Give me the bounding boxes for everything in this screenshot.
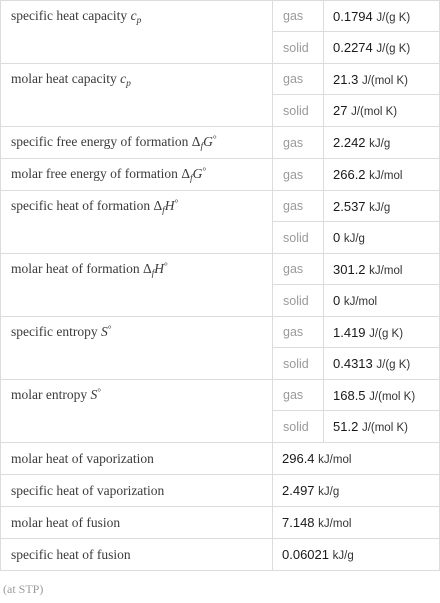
table-row <box>1 191 440 222</box>
property-name: specific entropy S° <box>1 317 273 380</box>
property-name: molar heat capacity $c_p$ <box>1 64 273 127</box>
property-value: 301.2 kJ/mol <box>324 254 440 285</box>
phase-label: solid <box>273 348 324 380</box>
property-value: 21.3 J/(mol K) <box>324 64 440 95</box>
property-name: molar heat of fusion <box>1 507 273 539</box>
table-row <box>1 127 440 159</box>
table-row <box>1 1 440 32</box>
property-value: 7.148 kJ/mol <box>273 507 440 539</box>
property-value: 0.2274 J/(g K) <box>324 32 440 64</box>
table-row <box>1 539 440 571</box>
property-value: 51.2 J/(mol K) <box>324 411 440 443</box>
table-row <box>1 159 440 191</box>
property-name: specific heat capacity $c_p$ <box>1 1 273 64</box>
property-value: 168.5 J/(mol K) <box>324 380 440 411</box>
property-value: 296.4 kJ/mol <box>273 443 440 475</box>
table-row <box>1 317 440 348</box>
phase-label: gas <box>273 317 324 348</box>
property-name: specific heat of formation $\Delta_fH^\circ$ <box>1 191 273 254</box>
property-value: 2.242 kJ/g <box>324 127 440 159</box>
table-row <box>1 443 440 475</box>
table-row <box>1 475 440 507</box>
property-value: 266.2 kJ/mol <box>324 159 440 191</box>
property-value: 0.1794 J/(g K) <box>324 1 440 32</box>
property-value: 1.419 J/(g K) <box>324 317 440 348</box>
table-row <box>1 507 440 539</box>
property-name: specific heat of fusion <box>1 539 273 571</box>
property-value: 0.4313 J/(g K) <box>324 348 440 380</box>
property-name: specific free energy of formation $\Delta_fG^\circ$ <box>1 127 273 159</box>
phase-label: gas <box>273 191 324 222</box>
phase-label: gas <box>273 159 324 191</box>
property-value: 2.537 kJ/g <box>324 191 440 222</box>
phase-label: solid <box>273 32 324 64</box>
phase-label: solid <box>273 285 324 317</box>
property-value: 2.497 kJ/g <box>273 475 440 507</box>
property-value: 0 kJ/mol <box>324 285 440 317</box>
table-row <box>1 64 440 95</box>
phase-label: gas <box>273 64 324 95</box>
property-name: molar free energy of formation $\Delta_fG^\circ$ <box>1 159 273 191</box>
phase-label: gas <box>273 127 324 159</box>
phase-label: solid <box>273 222 324 254</box>
phase-label: gas <box>273 1 324 32</box>
property-name: specific heat of vaporization <box>1 475 273 507</box>
phase-label: gas <box>273 254 324 285</box>
property-name: molar heat of formation $\Delta_fH^\circ$ <box>1 254 273 317</box>
phase-label: solid <box>273 411 324 443</box>
table-row <box>1 254 440 285</box>
phase-label: solid <box>273 95 324 127</box>
footnote: (at STP) <box>3 582 44 596</box>
property-value: 0.06021 kJ/g <box>273 539 440 571</box>
phase-label: gas <box>273 380 324 411</box>
property-value: 27 J/(mol K) <box>324 95 440 127</box>
property-value: 0 kJ/g <box>324 222 440 254</box>
property-name: molar heat of vaporization <box>1 443 273 475</box>
table-row <box>1 380 440 411</box>
property-name: molar entropy S° <box>1 380 273 443</box>
